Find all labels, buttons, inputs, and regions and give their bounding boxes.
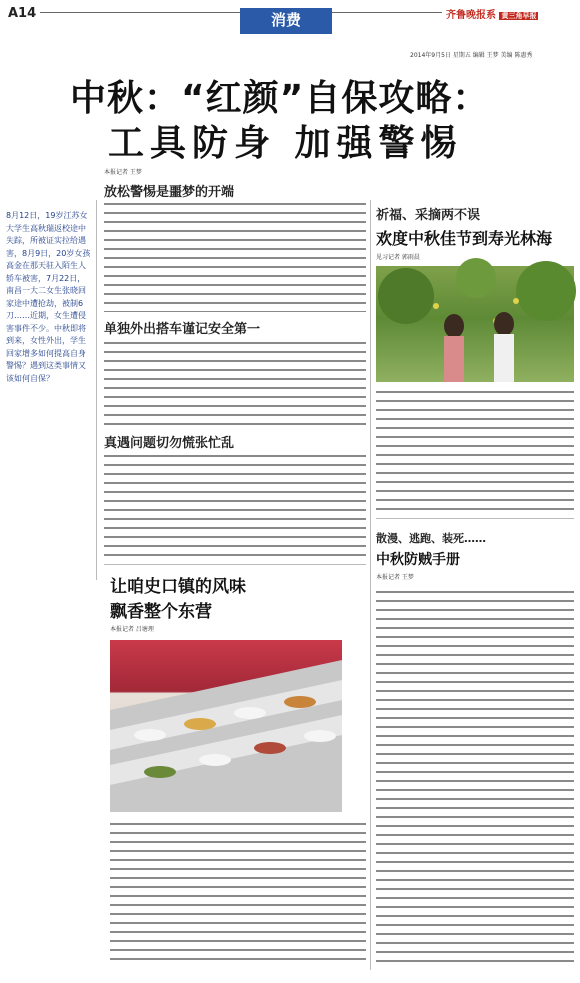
article1-section3-body <box>104 452 366 556</box>
buffet-photo <box>110 640 342 812</box>
food-article-title-line2: 飘香整个东营 <box>110 602 212 622</box>
right-column-separator <box>376 518 574 519</box>
article1-section2-title: 单独外出搭车谨记安全第一 <box>104 322 261 337</box>
headline-byline: 本报记者 王梦 <box>104 169 142 176</box>
header-rule-left <box>40 12 240 13</box>
sidebar-divider <box>96 200 97 580</box>
date-line: 2014年9月5日 星期五 编辑 王梦 美编 陈惠秀 <box>410 52 533 59</box>
food-article-separator <box>104 564 366 565</box>
sidebar-intro: 8月12日，19岁江苏女大学生高秋瑞返校途中失踪，所被证实拉给遇害，8月9日，20岁女孩高金在那天驻入陌生人轿车被害，7月22日，南昌一大二女生张晓回家途中遭抢劫，被制6刀……近期，女生遭侵害事件不少。中秋即将到来，女性外出，学生回家增多如何提高自身警惕？遇到这类事情又该如何自保？ <box>6 211 91 383</box>
column-divider <box>370 200 371 970</box>
buffet-photo-illustration <box>110 640 342 812</box>
article1-section1-body <box>104 200 366 312</box>
orchard-photo-illustration <box>376 266 574 382</box>
right-article-body <box>376 388 574 510</box>
article1-section3-title: 真遇问题切勿慌张忙乱 <box>104 436 235 451</box>
article1-section1-title: 放松警惕是噩梦的开端 <box>104 185 235 200</box>
fraud-article-kicker: 散漫、逃跑、装死…… <box>376 532 486 545</box>
orchard-photo <box>376 266 574 382</box>
fraud-article-title: 中秋防贼手册 <box>376 552 460 568</box>
brand-tag: 黄三角早报 <box>501 12 537 20</box>
headline-line1: 中秋：“红颜”自保攻略： <box>70 78 490 119</box>
headline-line2: 工具防身 加强警惕 <box>108 123 463 164</box>
food-article-byline: 本报记者 吕塘理 <box>110 626 154 633</box>
brand-name: 齐鲁晚报系 <box>446 10 496 21</box>
fraud-article-byline: 本报记者 王梦 <box>376 574 414 581</box>
section-label: 消费 <box>240 8 332 34</box>
food-article-title-line1: 让咱史口镇的风味 <box>110 577 246 597</box>
right-article-byline: 见习记者 郭雨晨 <box>376 254 420 261</box>
right-article-title: 欢度中秋佳节到寿光林海 <box>376 229 553 248</box>
brand-logo <box>446 6 538 21</box>
food-article-body <box>110 820 366 966</box>
header-rule-right <box>332 12 442 13</box>
right-article-kicker: 祈福、采摘两不误 <box>376 208 481 223</box>
article1-section2-body <box>104 339 366 427</box>
page-number: A14 <box>8 6 37 21</box>
fraud-article-body <box>376 588 574 966</box>
